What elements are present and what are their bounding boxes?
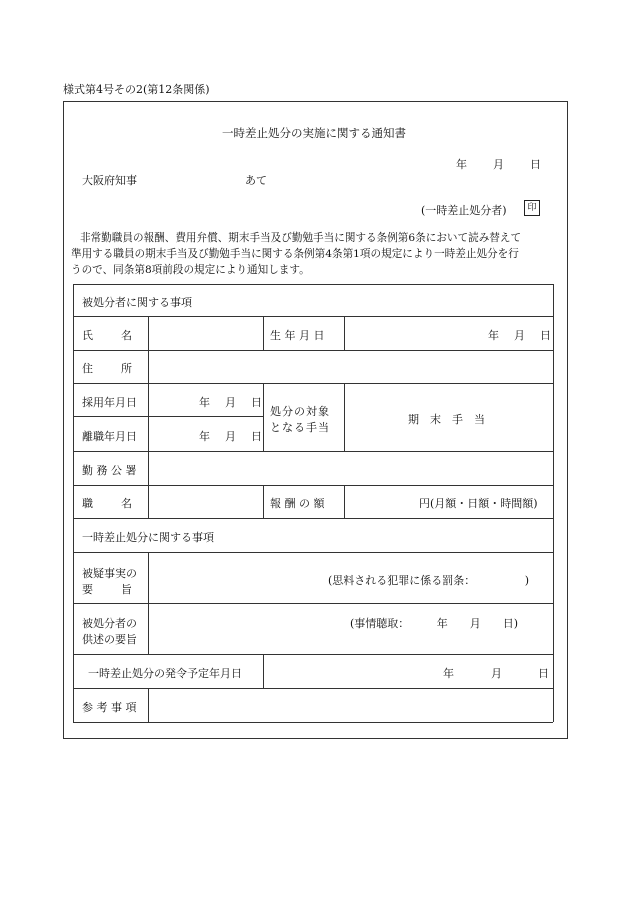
pay-amount-value: 円(月額・日額・時間額) [419,497,538,510]
target-allowance-value: 期 末 手 当 [408,413,485,426]
order-date-year: 年 [443,667,454,680]
target-allowance-label-2: となる手当 [270,421,330,434]
suspect-facts-label-2: 要 旨 [82,583,134,596]
birthdate-value: 年 月 日 [488,329,553,342]
date-day: 日 [530,158,541,171]
birthdate-label: 生 年 月 日 [270,329,325,342]
address-label: 住 所 [82,362,134,375]
hire-date-value: 年 月 日 [199,396,264,409]
suspect-facts-value: (思料される犯罪に係る罰条： ) [328,574,530,587]
retire-date-label: 離職年月日 [82,430,137,443]
addressee-name: 大阪府知事 [82,174,137,187]
job-title-label: 職 名 [82,497,134,510]
hire-date-label: 採用年月日 [82,396,137,409]
order-date-label: 一時差止処分の発令予定年月日 [88,667,242,680]
body-line-2: 準用する職員の期末手当及び勤勉手当に関する条例第4条第1項の規定により一時差止処分を行 [71,248,519,260]
issuer-label: (一時差止処分者) [421,204,507,217]
section-suspension-heading: 一時差止処分に関する事項 [82,531,214,544]
date-month: 月 [493,158,504,171]
retire-date-value: 年 月 日 [199,430,264,443]
remarks-label: 参 考 事 項 [82,701,137,714]
addressee-suffix: あて [245,174,267,187]
statement-value: (事情聴取： 年 月 日) [350,617,519,630]
document-title: 一時差止処分の実施に関する通知書 [222,126,406,140]
form-number: 様式第4号その2(第12条関係) [63,83,210,96]
name-label: 氏 名 [82,329,134,342]
statement-label-2: 供述の要旨 [82,633,137,646]
suspect-facts-label-1: 被疑事実の [82,567,137,580]
date-year: 年 [456,158,467,171]
statement-label-1: 被処分者の [82,617,137,630]
section-subject-heading: 被処分者に関する事項 [82,296,192,309]
order-date-day: 日 [538,667,549,680]
seal-mark: 印 [524,200,540,216]
body-line-1: 非常勤職員の報酬、費用弁償、期末手当及び勤勉手当に関する条例第6条において読み替えて [80,232,522,244]
target-allowance-label-1: 処分の対象 [270,405,330,418]
body-line-3: うので、同条第8項前段の規定により通知します。 [71,264,310,276]
pay-amount-label: 報 酬 の 額 [270,497,325,510]
office-label: 勤 務 公 署 [82,464,137,477]
order-date-month: 月 [491,667,502,680]
